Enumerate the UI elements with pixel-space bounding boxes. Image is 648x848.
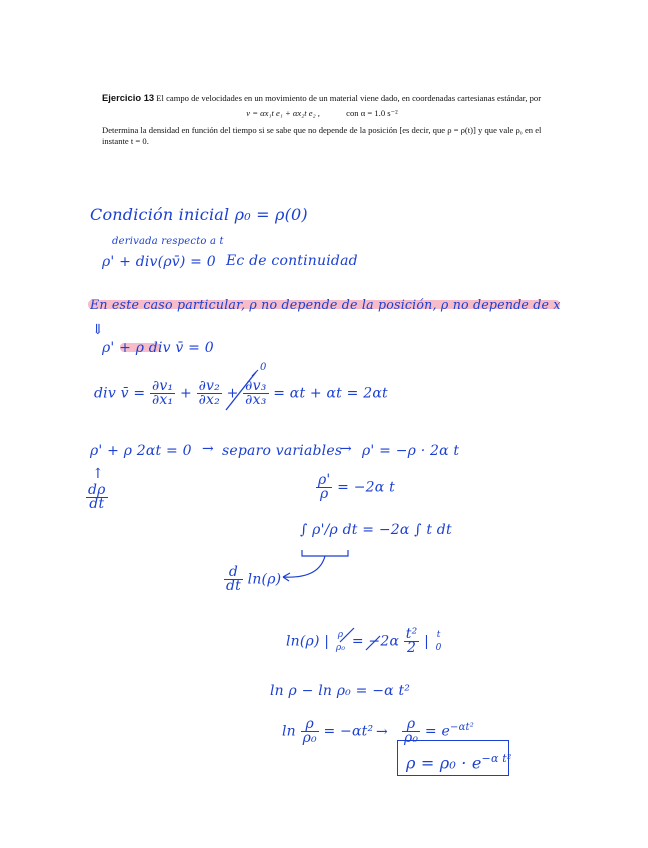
integral-equation: ∫ ρ'/ρ dt = −2α ∫ t dt: [300, 522, 452, 538]
exponential-ratio: $\frac{\rho}{\text{ρ₀}}$ = $e^{-\alpha t^2}$: [404, 716, 474, 746]
partial-1: $\frac{\text{∂v₁}}{\text{∂x₁}}$: [151, 378, 174, 408]
statement-part-1: El campo de velocidades en un movimiento de un material viene dado, en coordenadas cartesianas estándar, por: [156, 93, 542, 103]
div-rhs: = αt + αt = 2αt: [273, 385, 388, 402]
velocity-field: v = αx₁t e₁ + αx₂t e₂ ,: [246, 108, 320, 118]
drho-dt: $\frac{d\rho}{dt}$: [88, 482, 106, 512]
zero-mark: 0: [260, 362, 267, 373]
continuity-label: Ec de continuidad: [226, 253, 358, 269]
continuity-equation: ρ' + div(ρv̄) = 0: [102, 254, 216, 270]
particular-case-note: En este caso particular, ρ no depende de la posición, ρ no depende de x: [90, 297, 561, 312]
initial-condition: Condición inicial ρ₀ = ρ(0): [90, 205, 308, 224]
separated-equation: ρ' = −ρ · 2α t: [362, 443, 460, 459]
divergence-expression: div v̄ = $\frac{\text{∂v₁}}{\text{∂x₁}}$ + $\frac{\text{∂v₂}}{\text{∂x₂}}$ + $\frac{\text{∂v₃}}{\text{∂x₃}}$ = αt + αt = 2αt: [94, 378, 388, 408]
exercise-title: Ejercicio 13: [102, 92, 155, 103]
zero-arrow: [252, 370, 258, 376]
alpha-condition: con α = 1.0 s⁻²: [346, 108, 398, 118]
equation-with-div: ρ' + ρ 2αt = 0: [90, 443, 192, 459]
partial-2: $\frac{\text{∂v₂}}{\text{∂x₂}}$: [198, 378, 220, 408]
log-difference: ln ρ − ln ρ₀ = −α t²: [270, 683, 411, 699]
statement-part-2: Determina la densidad en función del tiempo si se sabe que no depende de la posición [es decir, que ρ = ρ(t)] y que vale ρ₀ en el instante t = 0.: [102, 125, 542, 146]
derivative-note: derivada respecto a t: [112, 236, 224, 247]
evaluated-integral: ln(ρ) | ρ ρ₀ = −2α $\frac{\text{t²}}{2}$ | t 0: [286, 626, 442, 656]
arrow-1: →: [202, 441, 214, 457]
final-answer: $\rho = \rho_0 \cdot e^{-\alpha t^2}$: [406, 752, 512, 773]
reduced-equation: ρ' + ρ div v̄ = 0: [102, 340, 214, 356]
implies-arrow: ⇓: [92, 322, 104, 338]
arrow-3: →: [376, 724, 388, 740]
div-lhs: div v̄ =: [94, 385, 146, 402]
ratio-equation: $\frac{\rho'}{\rho}$ = −2α t: [318, 472, 395, 502]
separation-note: separo variables: [222, 443, 343, 459]
partial-3: $\frac{\text{∂v₃}}{\text{∂x₃}}$: [245, 378, 267, 408]
integral-bracket: [302, 550, 348, 556]
log-ratio: ln $\frac{\rho}{\text{ρ₀}}$ = −αt²: [282, 716, 374, 746]
arrow-2: →: [340, 441, 352, 457]
derivative-of-log: $\frac{d}{dt}$ ln(ρ): [226, 564, 282, 594]
up-arrow: ↑: [92, 466, 104, 482]
